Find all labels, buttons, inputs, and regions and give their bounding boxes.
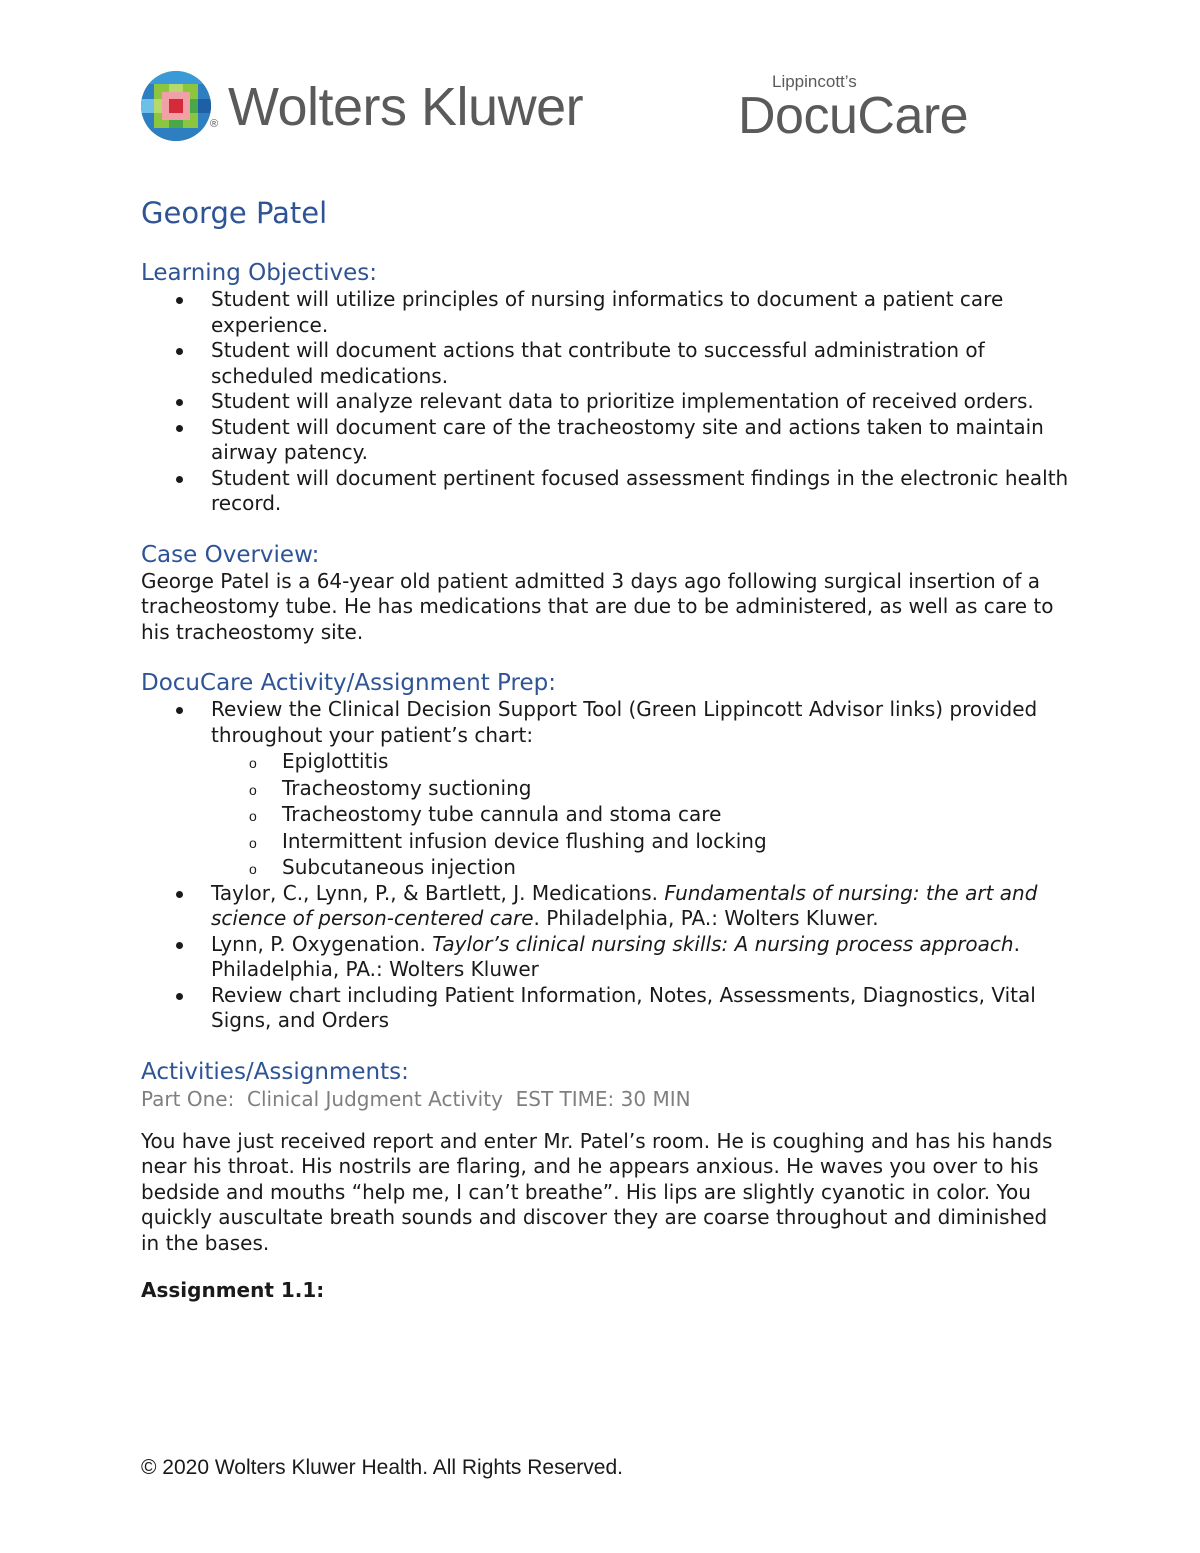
reference-text: Taylor, C., Lynn, P., & Bartlett, J. Medications. <box>211 880 665 905</box>
list-item: Student will document care of the tracheostomy site and actions taken to maintain airway patency. <box>141 415 1071 466</box>
list-item <box>141 697 1071 881</box>
reference-text: . Philadelphia, PA.: Wolters Kluwer <box>211 931 1020 981</box>
sub-list-item: o Epiglottitis <box>141 749 1071 775</box>
prep-list <box>141 697 1071 1034</box>
sub-list-item: o Intermittent infusion device flushing and locking <box>141 829 1071 855</box>
product-super: Lippincott’s <box>772 72 857 91</box>
advisor-links-list <box>141 749 1071 881</box>
scenario-text: You have just received report and enter Mr. Patel’s room. He is coughing and has his hands near his throat. His nostrils are flaring, and he appears anxious. He waves you over to his bedside and mouths “help me, I can’t breathe”. His lips are slightly cyanotic in color. You quickly auscultate breath sounds and discover they are coarse throughout and diminished in the bases. <box>141 1128 1053 1255</box>
reference-text: Lynn, P. Oxygenation. <box>211 931 433 956</box>
list-item: Student will document actions that contribute to successful administration of scheduled medications. <box>141 338 1071 389</box>
wolters-kluwer-logo-icon <box>140 70 212 142</box>
copyright-footer: © 2020 Wolters Kluwer Health. All Rights Reserved. <box>141 1456 623 1479</box>
prep-item-text: Review the Clinical Decision Support Tool (Green Lippincott Advisor links) provided throughout your patient’s chart: <box>211 697 1038 747</box>
learning-objectives-heading: Learning Objectives: <box>141 260 377 286</box>
page-title: George Patel <box>141 196 328 230</box>
publisher-name: Wolters Kluwer <box>228 77 584 137</box>
assignment-heading: Assignment 1.1: <box>141 1278 325 1302</box>
case-overview-heading: Case Overview: <box>141 541 320 568</box>
prep-heading: DocuCare Activity/Assignment Prep: <box>141 670 556 696</box>
sub-list-item: o Tracheostomy tube cannula and stoma care <box>141 802 1071 828</box>
reference-title: Taylor’s clinical nursing skills: A nursing process approach <box>432 931 1014 956</box>
sub-list-item: o Tracheostomy suctioning <box>141 776 1071 802</box>
list-item <box>141 881 1071 932</box>
reference-title: Fundamentals of nursing: the art and science of person-centered care <box>211 880 1038 930</box>
list-item: Student will utilize principles of nursing informatics to document a patient care experience. <box>141 287 1071 338</box>
registered-mark: ® <box>210 118 219 130</box>
header-logos <box>140 70 969 145</box>
activities-heading: Activities/Assignments: <box>141 1058 409 1085</box>
document-body <box>141 193 1071 1304</box>
list-item: Student will analyze relevant data to prioritize implementation of received orders. <box>141 389 1071 415</box>
learning-objectives-list <box>141 287 1071 517</box>
list-item <box>141 932 1071 983</box>
reference-text: . Philadelphia, PA.: Wolters Kluwer. <box>533 906 879 930</box>
list-item: Review chart including Patient Information, Notes, Assessments, Diagnostics, Vital Signs, and Orders <box>141 983 1071 1034</box>
case-overview-text: George Patel is a 64-year old patient admitted 3 days ago following surgical insertion of a tracheostomy tube. He has medications that are due to be administered, as well as care to his tracheostomy site. <box>141 568 1054 644</box>
product-name: DocuCare <box>738 87 969 145</box>
sub-list-item: o Subcutaneous injection <box>141 855 1071 881</box>
list-item: Student will document pertinent focused assessment findings in the electronic health record. <box>141 466 1071 517</box>
part-one-label: Part One: Clinical Judgment Activity EST TIME: 30 MIN <box>141 1086 691 1111</box>
